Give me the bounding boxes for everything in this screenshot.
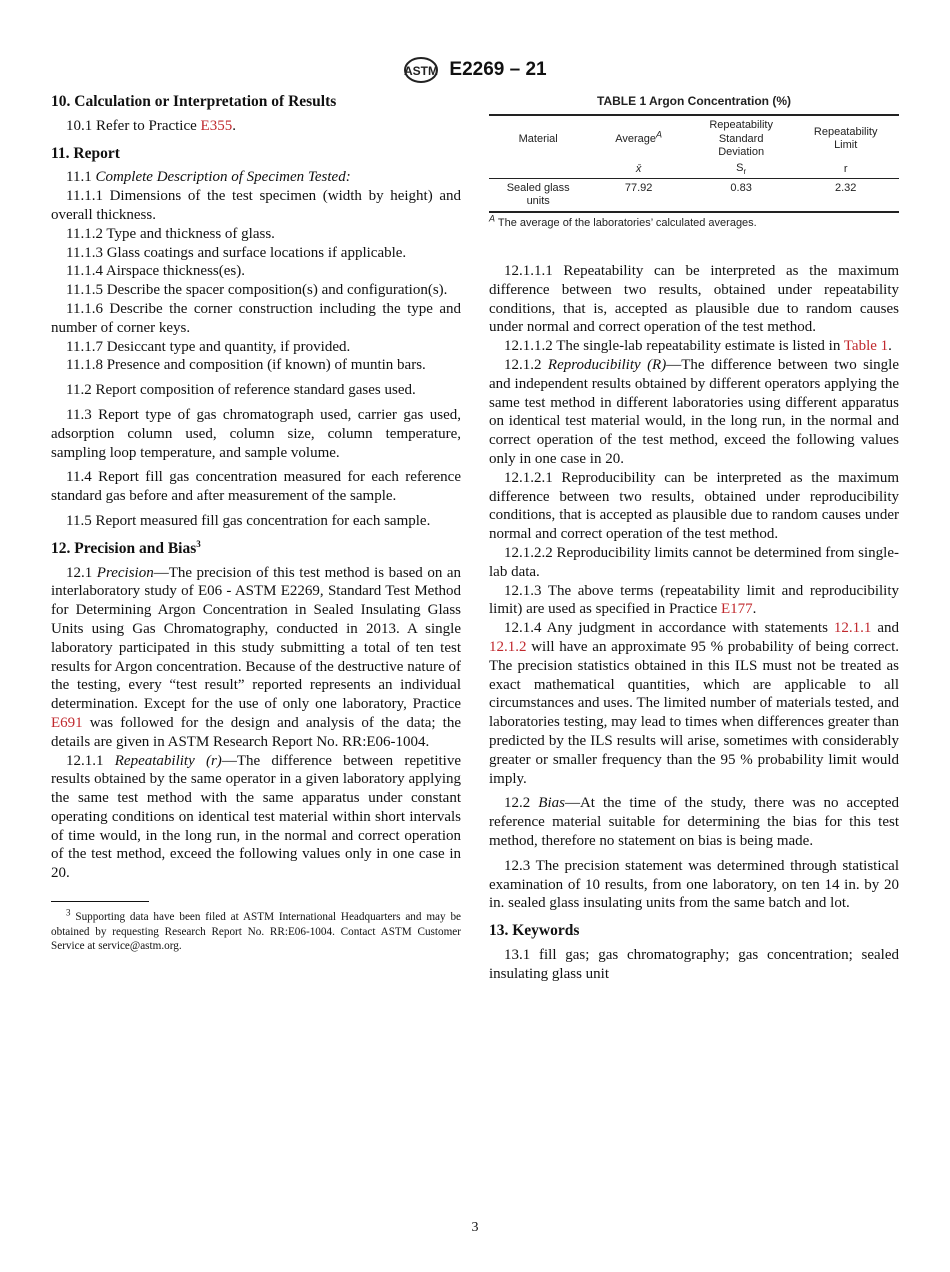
text-run: 11.1.2 Type and thickness of glass. <box>66 225 275 242</box>
reference-link[interactable]: E355 <box>200 117 233 134</box>
text-run: . <box>232 117 236 134</box>
paragraph <box>51 338 461 357</box>
reference-link[interactable]: E691 <box>51 714 83 731</box>
table-header-row <box>489 115 899 162</box>
paragraph <box>51 512 461 531</box>
text-run: 12.1.1.1 Repeatability can be interpreted as the maximum difference between two results, obtained under repeatability conditions, that is, accepted as plausible due to random causes under normal and correct operation of the test method. <box>489 263 899 336</box>
page-header <box>0 56 950 84</box>
document-designation: E2269 – 21 <box>449 59 547 80</box>
paragraph <box>51 356 461 375</box>
paragraph <box>51 117 461 136</box>
text-run: 10.1 Refer to Practice <box>66 117 201 134</box>
paragraph <box>51 381 461 400</box>
symbol-material <box>489 162 587 179</box>
italic-term: Precision <box>96 564 154 581</box>
text-run: 11.1 <box>66 169 96 186</box>
italic-term: Bias <box>538 795 565 812</box>
section-heading <box>51 145 461 164</box>
cell-r: 2.32 <box>834 181 857 194</box>
footnote <box>51 907 461 954</box>
paragraph <box>489 469 899 544</box>
text-run: 12.1.2.1 Reproducibility can be interpreted as the maximum difference between two results, obtained under reproducibility conditions, that is accepted as plausible due to random causes under normal and correct operation of the test method. <box>489 469 899 543</box>
text-run: 11.1.4 Airspace thickness(es). <box>66 263 245 280</box>
table-caption: TABLE 1 Argon Concentration (%) <box>597 94 791 108</box>
text-run: will have an approximate 95 % probability of being correct. The precision statistics obtained in this ILS must not be treated as exact mathematical quantities, which are applicable to all circumstances and uses. The limited number of materials tested, and laboratories testing, may lead to times when differences greater than predicted by the ILS results will arise, sometimes with considerably greater or smaller frequency than the 95 % probability limit would imply. <box>489 638 899 787</box>
reference-link[interactable]: E177 <box>721 601 753 618</box>
text-run: . <box>752 601 757 618</box>
italic-term: Complete Description of Specimen Tested: <box>95 169 351 186</box>
text-run: 12. Precision and Bias <box>51 539 197 557</box>
symbol-average: x̄ <box>587 162 690 179</box>
paragraph <box>51 168 461 187</box>
left-column-body <box>51 93 461 883</box>
cell-average: 77.92 <box>624 181 653 194</box>
paragraph <box>489 619 899 788</box>
text-run: . <box>888 338 892 355</box>
paragraph <box>489 946 899 984</box>
paragraph <box>51 225 461 244</box>
right-column-body <box>489 262 899 983</box>
text-run: 11.3 Report type of gas chromatograph used, carrier gas used, adsorption column used, column size, column temperature, sampling loop temperature, and sample volume. <box>51 406 461 461</box>
paragraph <box>51 244 461 263</box>
astm-logo-icon <box>403 56 439 84</box>
paragraph <box>51 281 461 300</box>
text-run: —The precision of this test method is based on an interlaboratory study of E06 - ASTM E2269, Standard Test Method for Determining Argon Concentration in Sealed Insulating Glass Units using Gas Chromatography, conducted in 2013. A single laboratory participated in this study submitting a total of ten test results for Argon concentration. Because of the destructive nature of the testing, every “test result” reported represents an individual determination. Except for the use of only one laboratory, Practice <box>51 564 462 713</box>
text-run: —The difference between repetitive results obtained by the same operator in a given laboratory applying the same test method with the same apparatus under constant operating conditions on identical test material within short intervals of time would, in the long run, in the normal and correct operation of the test method, exceed the following values only in one case in 20. <box>51 752 461 882</box>
reference-link[interactable]: Table 1 <box>843 338 889 355</box>
text-run: 12.1 <box>66 564 97 581</box>
text-run: 12.1.3 The above terms (repeatability limit and reproducibility limit) are used as specified in Practice <box>489 582 899 618</box>
paragraph <box>51 300 461 338</box>
symbol-sr: $S_r$ <box>690 162 793 179</box>
argon-table <box>489 114 899 213</box>
text-run: 11.5 Report measured fill gas concentration for each sample. <box>66 512 431 529</box>
text-run: 13.1 fill gas; gas chromatography; gas concentration; sealed insulating glass unit <box>489 946 899 982</box>
svg-text:ASTM: ASTM <box>404 64 439 78</box>
section-heading <box>489 922 899 941</box>
header-material: Material <box>518 132 558 145</box>
paragraph <box>51 187 461 225</box>
text-run: 12.1.2.2 Reproducibility limits cannot be determined from single-lab data. <box>489 544 899 580</box>
italic-term: Repeatability (r) <box>114 752 222 769</box>
text-run: was followed for the design and analysis of the data; the details are given in ASTM Research Report No. RR:E06-1004. <box>51 714 461 750</box>
footnote-divider <box>51 901 149 902</box>
table-row <box>489 178 899 212</box>
table-symbol-row <box>489 162 899 179</box>
section-heading <box>51 93 461 112</box>
footnote-text: Supporting data have been filed at ASTM International Headquarters and may be obtained by requesting Research Report No. RR:E06-1004. Contact ASTM Customer Service at service@astm.org. <box>51 911 461 953</box>
footnote-mark: 3 <box>66 907 71 918</box>
paragraph <box>489 356 899 469</box>
header-repeatability-sd: Repeatability Standard Deviation <box>709 119 773 158</box>
text-run: 11. Report <box>51 144 120 162</box>
header-repeatability-limit: Repeatability Limit <box>813 125 878 152</box>
text-run: 11.2 Report composition of reference standard gases used. <box>66 382 416 399</box>
paragraph <box>51 564 461 752</box>
table-1 <box>489 94 899 229</box>
paragraph <box>489 337 899 356</box>
right-column <box>489 262 899 983</box>
text-run: 12.1.2 <box>504 356 548 373</box>
text-run: 11.1.5 Describe the spacer composition(s) and configuration(s). <box>66 282 448 299</box>
text-run: 12.2 <box>504 795 539 812</box>
text-run: 11.4 Report fill gas concentration measured for each reference standard gas before and after measurement of the sample. <box>51 469 461 505</box>
header-average: Average$^A$ <box>615 128 663 145</box>
paragraph <box>489 544 899 582</box>
section-heading <box>51 540 461 559</box>
paragraph <box>489 262 899 337</box>
text-run: 13. Keywords <box>489 922 580 940</box>
text-run: and <box>871 620 899 637</box>
paragraph <box>51 468 461 506</box>
text-run: —At the time of the study, there was no accepted reference material suitable for determining the bias for this test method, therefore no statement on bias is being made. <box>489 795 899 849</box>
text-run: 12.1.4 Any judgment in accordance with statements <box>504 620 834 637</box>
left-column <box>51 93 461 954</box>
text-run: 11.1.1 Dimensions of the test specimen (width by height) and overall thickness. <box>51 188 461 223</box>
italic-term: Reproducibility (R) <box>547 356 667 373</box>
text-run: 11.1.7 Desiccant type and quantity, if provided. <box>66 338 351 355</box>
text-run: 11.1.3 Glass coatings and surface locations if applicable. <box>66 244 407 261</box>
text-run: 12.1.1.2 The single-lab repeatability estimate is listed in <box>504 338 844 355</box>
text-run: 11.1.6 Describe the corner construction including the type and number of corner keys. <box>51 300 461 336</box>
symbol-r: r <box>792 162 899 179</box>
paragraph <box>51 406 461 462</box>
page-number: 3 <box>471 1220 479 1235</box>
text-run: —The difference between two single and independent results obtained by different operators applying the same test method in different laboratories using different apparatus on identical test material would, in the long run, in the normal and correct operation of the test method, exceed the following values only in one case in 20. <box>489 356 899 467</box>
paragraph <box>51 752 461 884</box>
table-note: $^A$ The average of the laboratories’ calculated averages. <box>489 213 757 229</box>
paragraph <box>489 794 899 850</box>
text-run: 12.1.1 <box>66 752 115 769</box>
reference-link[interactable]: 12.1.2 <box>489 638 527 655</box>
paragraph <box>489 857 899 913</box>
paragraph <box>489 582 899 620</box>
text-run: 12.3 The precision statement was determined through statistical examination of 10 results, from one laboratory, on ten 14 in. by 20 in. sealed glass insulating units from the same batch and lot. <box>489 857 899 912</box>
paragraph <box>51 262 461 281</box>
reference-link[interactable]: 12.1.1 <box>833 620 872 637</box>
text-run: 10. Calculation or Interpretation of Results <box>51 93 337 110</box>
cell-material: Sealed glass units <box>506 181 570 208</box>
footnote-ref: 3 <box>196 538 201 549</box>
text-run: 11.1.8 Presence and composition (if known) of muntin bars. <box>66 357 426 374</box>
cell-sr: 0.83 <box>730 181 752 194</box>
